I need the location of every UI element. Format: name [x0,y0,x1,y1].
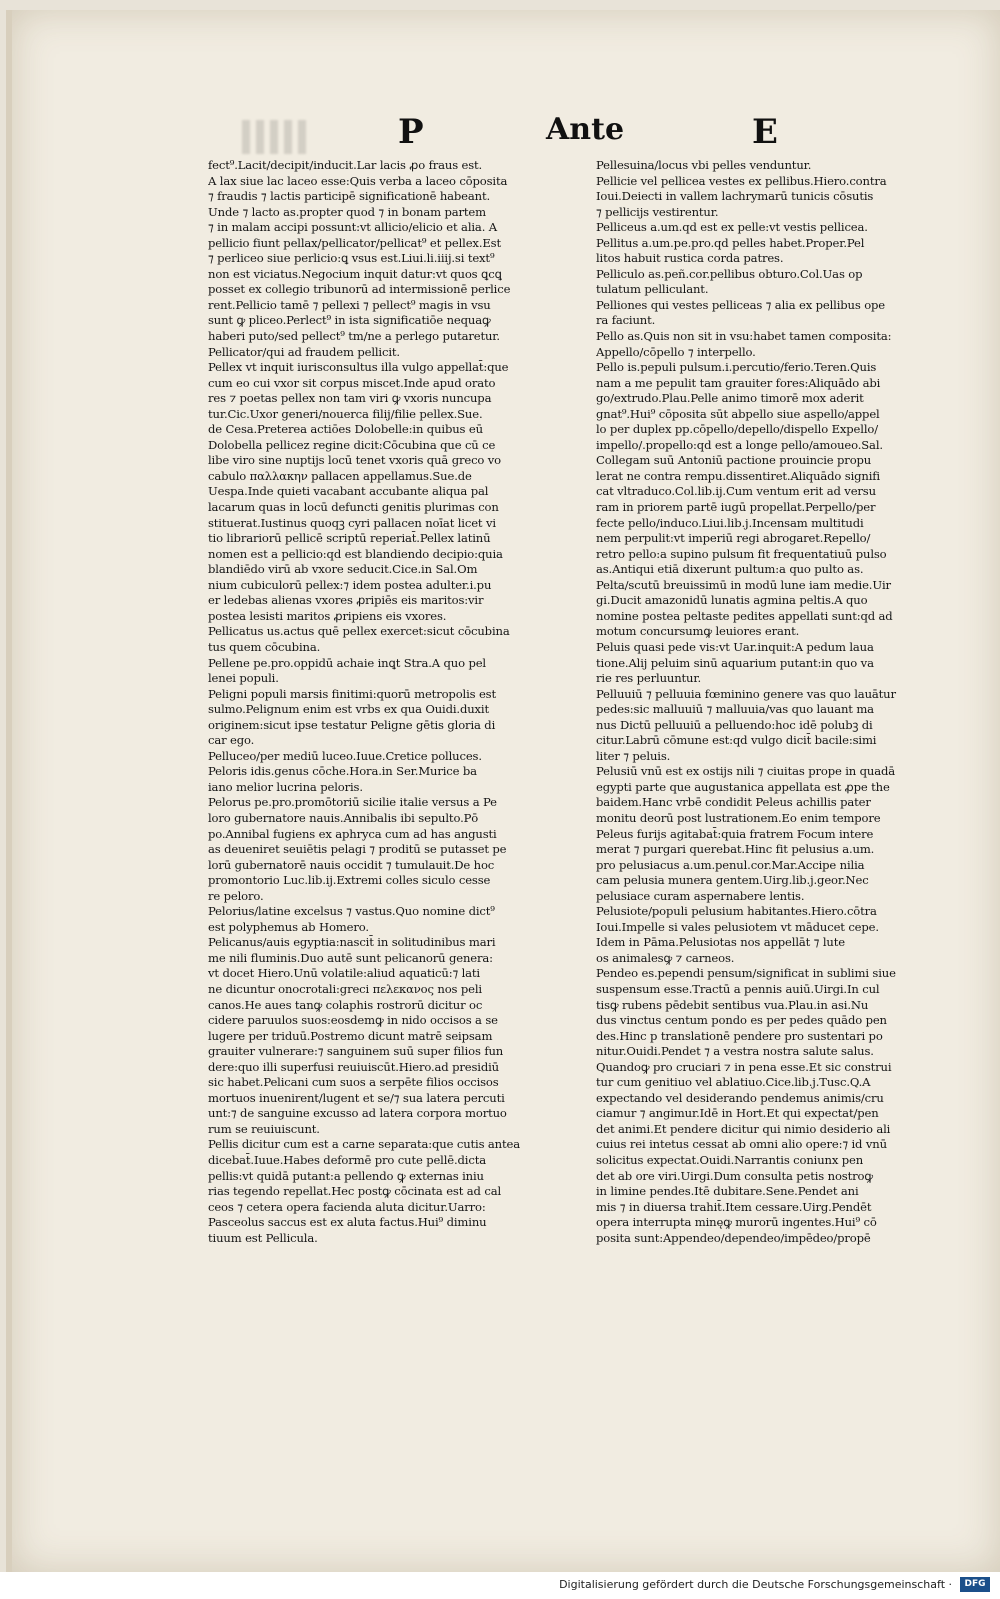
dfg-logo: DFG [960,1577,990,1592]
left-text-column [208,158,580,1246]
text-line: gi.Ducit amazonidū lunatis agmina peltis.A quo [596,593,868,608]
text-line: fecte pello/induco.Liui.lib.j.Incensam multitudi [596,515,864,530]
text-line: de Cesa.Preterea actiōes Dolobelle:in quibus eū [208,422,483,437]
text-line: pedes:sic malluuiū ⁊ malluuia/vas quo lauant ma [596,702,874,717]
text-line: ⁊ pellicijs vestirentur. [596,204,719,219]
text-line: baidem.Hanc vrbē condidit Peleus achillis pater [596,795,871,810]
text-line: tio librariorū pellicē scriptū reperiat̄.Pellex latinū [208,531,491,546]
text-line: canos.He aues tanꝙ colaphis rostrorū dicitur oc [208,997,483,1012]
text-line: stituerat.Iustinus quoqꝫ cyri pallacen noīat licet vi [208,515,496,530]
text-line: grauiter vulnerare:⁊ sanguinem suū super filios fun [208,1044,504,1059]
text-line: mortuos inuenirent/lugent et se/⁊ sua latera percuti [208,1090,505,1105]
text-line: Pellitus a.um.pe.pro.qd pelles habet.Proper.Pel [596,235,865,250]
text-line: rias tegendo repellat.Hec postꝙ cōcinata est ad cal [208,1184,502,1199]
header-right-letter: E [752,112,778,152]
text-line: ram in priorem partē iugū propellat.Perpello/per [596,500,876,515]
text-line: Peluis quasi pede vis:vt Uar.inquit:A pedum laua [596,639,874,654]
text-line: sulmo.Pelignum enim est vrbs ex qua Ouidi.duxit [208,702,489,717]
text-line: Pelliceus a.um.qd est ex pelle:vt vestis pellicea. [596,220,868,235]
text-line: ciamur ⁊ angimur.Idē in Hort.Et qui expectat/pen [596,1106,879,1121]
text-line: Peloris idis.genus cōche.Hora.in Ser.Murice ba [208,764,477,779]
text-line: Pellex vt inquit iurisconsultus illa vulgo appellat̄:que [208,360,509,375]
text-line: ra faciunt. [596,313,656,328]
text-line: Quandoꝙ pro cruciari ⁊ in pena esse.Et sic construi [596,1059,892,1074]
text-line: det ab ore viri.Uirgi.Dum consulta petis nostroꝙ [596,1168,873,1183]
text-line: impello/.propello:qd est a longe pello/amoueo.Sal. [596,437,883,452]
header-title: Ante [546,112,625,147]
text-line: ⁊ in malam accipi possunt:vt allicio/elicio et alia. A [208,220,497,235]
text-line: unt:⁊ de sanguine excusso ad latera corpora mortuo [208,1106,507,1121]
footer-bar [0,1572,1000,1599]
text-line: nomine postea peltaste pedites appellati sunt:qd ad [596,608,893,623]
text-line: as.Antiqui etiā dixerunt pultum:a quo pulto as. [596,562,864,577]
text-line: tus quem cōcubina. [208,639,321,654]
text-line: tur.Cic.Uxor generi/nouerca filij/filie pellex.Sue. [208,406,483,421]
text-line: haberi puto/sed pellect⁹ tm/ne a perlego putaretur. [208,329,500,344]
text-line: rum se reuiuiscunt. [208,1121,320,1136]
text-line: merat ⁊ purgari querebat.Hinc fit pelusius a.um. [596,842,875,857]
text-line: ne dicuntur onocrotali:greci πελεκανος nos peli [208,981,482,996]
text-line: Pasceolus saccus est ex aluta factus.Hui⁹ diminu [208,1215,487,1230]
text-line: Pellis dicitur cum est a carne separata:que cutis antea [208,1137,520,1152]
text-line: promontorio Luc.lib.ij.Extremi colles siculo cesse [208,873,491,888]
text-line: dere:quo illi superfusi reuiuiscūt.Hiero.ad presidiū [208,1059,499,1074]
text-line: Pelliones qui vestes pelliceas ⁊ alia ex pellibus ope [596,297,886,312]
text-line: re peloro. [208,888,264,903]
text-line: posita sunt:Appendeo/dependeo/impēdeo/propē [596,1230,871,1245]
text-line: nium cubiculorū pellex:⁊ idem postea adulter.i.pu [208,577,492,592]
text-line: tiuum est Pellicula. [208,1230,318,1245]
text-line: monitu deorū post lustrationem.Eo enim tempore [596,810,881,825]
text-line: cidere paruulos suos:eosdemꝙ in nido occisos a se [208,1013,498,1028]
text-line: Pelluceo/per mediū luceo.Iuue.Cretice polluces. [208,748,482,763]
text-line: tisꝙ rubens pēdebit sentibus vua.Plau.in asi.Nu [596,997,869,1012]
text-line: originem:sicut ipse testatur Peligne gētis gloria di [208,717,496,732]
text-line: sunt ꝙ pliceo.Perlect⁹ in ista significatiōe nequaꝙ [208,313,491,328]
text-line: Unde ⁊ lacto as.propter quod ⁊ in bonam partem [208,204,486,219]
text-line: solicitus expectat.Ouidi.Narrantis coniunx pen [596,1153,864,1167]
text-line: Pellene pe.pro.oppidū achaie inꝗt Stra.A quo pel [208,655,486,670]
text-line: est polyphemus ab Homero. [208,919,369,934]
text-line: pelusiace curam aspernabere lentis. [596,888,805,903]
text-line: pellicio fiunt pellax/pellicator/pellicat⁹ et pellex.Est [208,235,501,250]
text-line: vt docet Hiero.Unū volatile:aliud aquaticū:⁊ lati [208,966,480,981]
text-line: motum concursumꝙ leuiores erant. [596,624,800,639]
text-line: Pellicatus us.actus quē pellex exercet:sicut cōcubina [208,624,510,639]
text-line: Collegam suū Antoniū pactione prouincie propu [596,453,872,468]
text-line: go/extrudo.Plau.Pelle animo timorē mox aderit [596,391,864,406]
text-line: libe viro sine nuptijs locū tenet vxoris quā greco vo [208,453,502,468]
text-line: rie res perluuntur. [596,671,701,686]
text-line: tione.Alij peluim sinū aquarium putant:in quo va [596,655,874,670]
text-line: Pellicie vel pellicea vestes ex pellibus.Hiero.contra [596,173,887,188]
text-line: cuius rei intetus cessat ab omni alio opere:⁊ id vnū [596,1137,887,1152]
text-line: Pelta/scutū breuissimū in modū lune iam medie.Uir [596,577,891,592]
text-line: gnat⁹.Hui⁹ cōposita sūt abpello siue aspello/appel [596,406,880,421]
text-line: posset ex collegio tribunorū ad intermissionē perlice [208,282,511,297]
text-line: liter ⁊ peluis. [596,748,671,763]
text-line: tur cum genitiuo vel ablatiuo.Cice.lib.j.Tusc.Q.A [596,1075,871,1090]
text-line: postea lesisti maritos ꝓripiens eis vxores. [208,608,447,623]
text-line: lugere per triduū.Postremo dicunt matrē seipsam [208,1028,493,1043]
text-line: Pellesuina/locus vbi pelles venduntur. [596,158,812,172]
text-line: cabulo παλλακην pallacen appellamus.Sue.de [208,468,472,483]
text-line: pro pelusiacus a.um.penul.cor.Mar.Accipe nilia [596,857,865,872]
text-line: Pelicanus/auis egyptia:nascit̄ in solitudinibus mari [208,935,496,950]
text-line: iano melior lucrina peloris. [208,779,363,794]
text-line: ⁊ perliceo siue perlicio:ꝗ vsus est.Liui.li.iiij.si text⁹ [208,251,495,266]
text-line: nem perpulit:vt imperiū regi abrogaret.Repello/ [596,531,871,546]
text-line: lacarum quas in locū defuncti genitis plurimas con [208,500,499,515]
text-line: opera interrupta minęꝙ murorū ingentes.Hui⁹ cō [596,1215,877,1230]
text-line: fect⁹.Lacit/decipit/inducit.Lar lacis ꝓo fraus est. [208,158,483,172]
text-line: car ego. [208,733,255,748]
text-line: pellis:vt quidā putant:a pellendo ꝙ externas iniu [208,1168,484,1183]
text-line: sic habet.Pelicani cum suos a serpēte filios occisos [208,1075,499,1090]
text-line: Pellicator/qui ad fraudem pellicit. [208,344,400,359]
text-line: blandiēdo virū ab vxore seducit.Cice.in Sal.Om [208,562,478,577]
text-line: nitur.Ouidi.Pendet ⁊ a vestra nostra salute salus. [596,1044,874,1059]
text-line: Pendeo es.pependi pensum/significat in sublimi siue [596,966,896,981]
text-line: Peleus furijs agitabat̄:quia fratrem Focum intere [596,826,874,841]
text-line: dicebat̄.Iuue.Habes deformē pro cute pellē.dicta [208,1153,486,1167]
text-line: non est viciatus.Negocium inquit datur:vt quos ꝗcꝗ [208,266,502,281]
text-line: tulatum pelliculant. [596,282,709,297]
text-line: ceos ⁊ cetera opera facienda aluta dicitur.Uarro: [208,1199,486,1214]
text-line: Appello/cōpello ⁊ interpello. [596,344,756,359]
text-line: cat vltraduco.Col.lib.ij.Cum ventum erit ad versu [596,484,876,499]
text-line: Peligni populi marsis finitimi:quorū metropolis est [208,686,496,701]
text-line: lerat ne contra rempu.dissentiret.Aliquādo signifi [596,468,880,483]
text-line: loro gubernatore nauis.Annibalis ibi sepulto.Pō [208,810,479,825]
text-line: in limine pendes.Itē dubitare.Sene.Pendet ani [596,1184,859,1199]
text-line: Dolobella pellicez regine dicit:Cōcubina que cū ce [208,437,496,452]
header-left-letter: P [398,112,424,152]
text-line: nomen est a pellicio:qd est blandiendo decipio:quia [208,546,503,561]
text-line: Ioui.Impelle si vales pelusiotem vt māducet cepe. [596,919,879,934]
text-line: cam pelusia munera gentem.Uirg.lib.j.geor.Nec [596,873,869,888]
text-line: ⁊ fraudis ⁊ lactis participē significationē habeant. [208,189,491,204]
text-line: Pello is.pepuli pulsum.i.percutio/ferio.Teren.Quis [596,360,877,375]
text-line: citur.Labrū cōmune est:qd vulgo dicit̄ bacile:simi [596,733,877,748]
text-line: lenei populi. [208,671,279,686]
text-line: mis ⁊ in diuersa trahit̄.Item cessare.Uirg.Pendēt [596,1199,872,1214]
text-line: nam a me pepulit tam grauiter fores:Aliquādo abi [596,375,881,390]
text-line: Pelorius/latine excelsus ⁊ vastus.Quo nomine dict⁹ [208,904,495,919]
text-line: dus vinctus centum pondo es per pedes quādo pen [596,1013,887,1028]
text-line: lorū gubernatorē nauis occidit ⁊ tumulauit.De hoc [208,857,495,872]
text-line: Pelusiote/populi pelusium habitantes.Hiero.cōtra [596,904,877,919]
text-line: Ioui.Deiecti in vallem lachrymarū tunicis cōsutis [596,189,874,204]
text-line: A lax siue lac laceo esse:Quis verba a laceo cōposita [208,173,508,188]
text-line: egypti parte que augustanica appellata est ꝓpe the [596,779,890,794]
text-line: det animi.Et pendere dicitur qui nimio desiderio ali [596,1121,891,1136]
text-line: cum eo cui vxor sit corpus miscet.Inde apud orato [208,375,496,390]
text-line: Idem in Pāma.Pelusiotas nos appellāt ⁊ lute [596,935,845,950]
right-text-column [596,158,956,1246]
text-line: des.Hinc p translationē pendere pro sustentari po [596,1028,883,1043]
text-line: rent.Pellicio tamē ⁊ pellexi ⁊ pellect⁹ magis in vsu [208,297,491,312]
text-line: me nili fluminis.Duo autē sunt pelicanorū genera: [208,950,493,965]
text-line: res ⁊ poetas pellex non tam viri ꝙ vxoris nuncupa [208,391,492,406]
page-header [0,112,1000,158]
text-line: Pelorus pe.pro.promōtoriū sicilie italie versus a Pe [208,795,497,810]
text-line: lo per duplex pp.cōpello/depello/dispello Expello/ [596,422,878,437]
text-line: suspensum esse.Tractū a pennis auiū.Uirgi.In cul [596,981,880,996]
text-line: Pelluuiū ⁊ pelluuia fœminino genere vas quo lauātur [596,686,896,701]
text-line: Pelliculo as.peñ.cor.pellibus obturo.Col.Uas op [596,266,863,281]
funding-credit: Digitalisierung gefördert durch die Deutsche Forschungsgemeinschaft · [559,1578,952,1591]
text-line: Pello as.Quis non sit in vsu:habet tamen composita: [596,329,892,344]
text-line: nus Dictū pelluuiū a pelluendo:hoc idē polubꝫ di [596,717,873,732]
text-line: Pelusiū vnū est ex ostijs nili ⁊ ciuitas prope in quadā [596,764,896,779]
text-line: litos habuit rustica corda patres. [596,251,784,266]
text-line: er ledebas alienas vxores ꝓripiēs eis maritos:vir [208,593,484,608]
text-line: expectando vel desiderando pendemus animis/cru [596,1090,884,1105]
text-line: po.Annibal fugiens ex aphryca cum ad has angusti [208,826,497,841]
text-line: as deueniret seuiētis pelagi ⁊ proditū se putasset pe [208,842,507,857]
text-line: Uespa.Inde quieti vacabant accubante aliqua pal [208,484,489,499]
text-line: os animalesꝙ ⁊ carneos. [596,950,735,965]
text-line: retro pello:a supino pulsum fit frequentatiuū pulso [596,546,887,561]
